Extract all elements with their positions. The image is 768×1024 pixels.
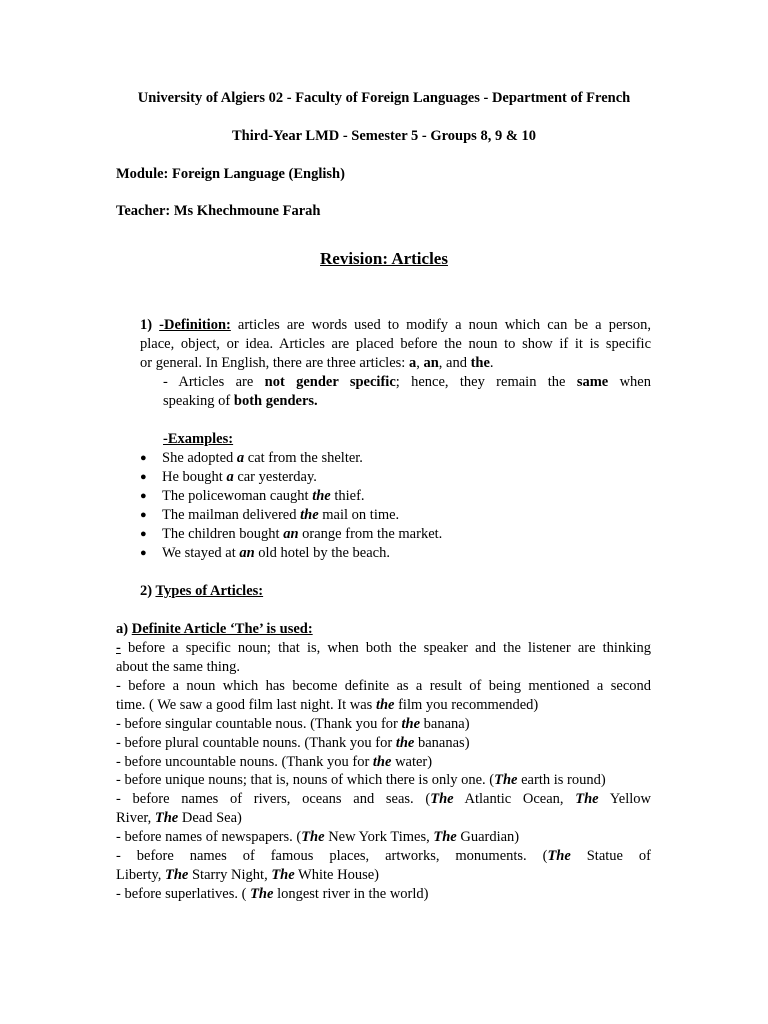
definite-text: bananas)	[414, 735, 470, 751]
article-emphasis: The	[575, 791, 599, 807]
definition-line-2: place, object, or idea. Articles are placed before the noun to show if it is specific	[140, 336, 651, 352]
definite-heading-text: Definite Article ‘The’ is used:	[131, 621, 313, 637]
dash: -	[116, 640, 121, 656]
article-emphasis: The	[301, 829, 325, 845]
example-text: He bought	[162, 469, 227, 485]
article-an: an	[423, 355, 439, 371]
article-emphasis: the	[312, 488, 331, 504]
definite-prefix: a)	[116, 621, 132, 637]
article-emphasis: the	[375, 697, 395, 713]
definite-text: banana)	[420, 716, 470, 732]
types-heading-text: Types of Articles:	[155, 583, 264, 599]
separator: , and	[438, 355, 471, 371]
definite-text: - before names of famous places, artworks, monuments. (	[116, 848, 548, 864]
article-emphasis: an	[239, 545, 255, 561]
definite-text: Statue of	[570, 848, 651, 864]
definite-text: - before unique nouns; that is, nouns of which there is only one. (	[116, 772, 495, 788]
definite-text: - before singular countable nous. (Thank you for	[116, 716, 402, 732]
separator: .	[489, 355, 494, 371]
example-item	[162, 544, 390, 563]
definite-text: water)	[391, 754, 433, 770]
article-emphasis: The	[547, 848, 571, 864]
definite-line-9	[116, 790, 651, 809]
example-item	[162, 449, 363, 468]
definition-number: 1)	[140, 317, 160, 333]
definite-line-2: about the same thing.	[116, 659, 241, 675]
example-text: The mailman delivered	[162, 507, 301, 523]
gender-note-line-2	[163, 392, 318, 411]
example-text: orange from the market.	[298, 526, 443, 542]
definite-text: New York Times,	[324, 829, 434, 845]
article-emphasis: The	[165, 867, 189, 883]
definite-line-14	[116, 885, 428, 904]
definite-line-3: - before a noun which has become definite as a result of being mentioned a second	[116, 678, 651, 694]
example-text: The children bought	[162, 526, 284, 542]
example-text: car yesterday.	[233, 469, 317, 485]
bullet-icon: ●	[140, 547, 147, 559]
examples-heading: -Examples:	[163, 431, 234, 447]
article-emphasis: The	[250, 886, 274, 902]
definite-line-1	[116, 639, 651, 658]
article-emphasis: The	[494, 772, 518, 788]
definite-text: - before names of rivers, oceans and seas. (	[116, 791, 431, 807]
note-text: ; hence, they remain the	[395, 374, 577, 390]
definite-text: Liberty,	[116, 867, 165, 883]
definite-line-8	[116, 771, 606, 790]
article-emphasis: The	[430, 791, 454, 807]
note-text: speaking of	[163, 393, 234, 409]
example-text: The policewoman caught	[162, 488, 313, 504]
year-line: Third-Year LMD - Semester 5 - Groups 8, 9 & 10	[231, 128, 537, 144]
example-text: cat from the shelter.	[244, 450, 363, 466]
definite-line-5	[116, 715, 470, 734]
definite-text: earth is round)	[517, 772, 606, 788]
article-emphasis: The	[154, 810, 179, 826]
types-heading	[140, 582, 263, 601]
definition-text-3: or general. In English, there are three articles:	[140, 355, 409, 371]
definite-text: Guardian)	[456, 829, 520, 845]
article-emphasis: the	[395, 735, 415, 751]
note-text: - Articles are	[163, 374, 265, 390]
definite-line-11	[116, 828, 519, 847]
example-text: mail on time.	[318, 507, 400, 523]
definition-line-1	[140, 316, 651, 335]
article-emphasis: the	[401, 716, 421, 732]
page-title: Revision: Articles	[320, 249, 448, 268]
example-item	[162, 487, 365, 506]
definite-line-6	[116, 734, 470, 753]
definition-line-3	[140, 354, 494, 373]
definite-line-12	[116, 847, 651, 866]
example-text: thief.	[330, 488, 365, 504]
article-emphasis: The	[433, 829, 457, 845]
definite-text: - before names of newspapers. (	[116, 829, 302, 845]
definite-text: Dead Sea)	[178, 810, 242, 826]
article-emphasis: an	[283, 526, 299, 542]
module-line: Module: Foreign Language (English)	[116, 166, 345, 182]
note-emphasis: not gender specific	[264, 374, 396, 390]
definite-line-13	[116, 866, 379, 885]
example-item	[162, 506, 399, 525]
example-text: We stayed at	[162, 545, 240, 561]
definite-text: before a specific noun; that is, when both the speaker and the listener are thinking	[120, 640, 651, 656]
article-emphasis: The	[271, 867, 295, 883]
definite-line-10	[116, 809, 242, 828]
example-item	[162, 468, 317, 487]
university-line: University of Algiers 02 - Faculty of Foreign Languages - Department of French	[137, 90, 631, 106]
bullet-icon: ●	[140, 528, 147, 540]
definite-text: - before uncountable nouns. (Thank you for	[116, 754, 373, 770]
definite-text: Yellow	[598, 791, 652, 807]
definition-text-1: articles are words used to modify a noun which can be a person,	[237, 317, 651, 333]
example-item	[162, 525, 442, 544]
bullet-icon: ●	[140, 509, 147, 521]
definite-line-4	[116, 696, 538, 715]
note-text: when	[608, 374, 651, 390]
definite-text: film you recommended)	[394, 697, 539, 713]
article-a: a	[408, 355, 417, 371]
separator: ,	[416, 355, 424, 371]
note-emphasis: both genders.	[233, 393, 318, 409]
definite-text: River,	[116, 810, 155, 826]
article-emphasis: the	[300, 507, 319, 523]
example-text: old hotel by the beach.	[254, 545, 390, 561]
definite-text: - before superlatives. (	[116, 886, 251, 902]
example-text: She adopted	[162, 450, 237, 466]
article-the: the	[470, 355, 490, 371]
definite-text: - before plural countable nouns. (Thank you for	[116, 735, 396, 751]
article-emphasis: the	[372, 754, 392, 770]
types-number: 2)	[140, 583, 156, 599]
bullet-icon: ●	[140, 490, 147, 502]
article-emphasis: a	[226, 469, 234, 485]
definite-heading	[116, 620, 313, 639]
definite-text: longest river in the world)	[273, 886, 429, 902]
definite-text: Atlantic Ocean,	[453, 791, 576, 807]
bullet-icon: ●	[140, 471, 147, 483]
definite-line-7	[116, 753, 432, 772]
gender-note-line-1	[163, 373, 651, 392]
definite-text: White House)	[294, 867, 379, 883]
definite-text: Starry Night,	[188, 867, 272, 883]
teacher-line: Teacher: Ms Khechmoune Farah	[116, 203, 321, 219]
definition-heading: -Definition:	[159, 317, 231, 333]
definite-text: time. ( We saw a good film last night. It was	[116, 697, 376, 713]
note-emphasis: same	[576, 374, 609, 390]
bullet-icon: ●	[140, 452, 147, 464]
article-emphasis: a	[236, 450, 245, 466]
